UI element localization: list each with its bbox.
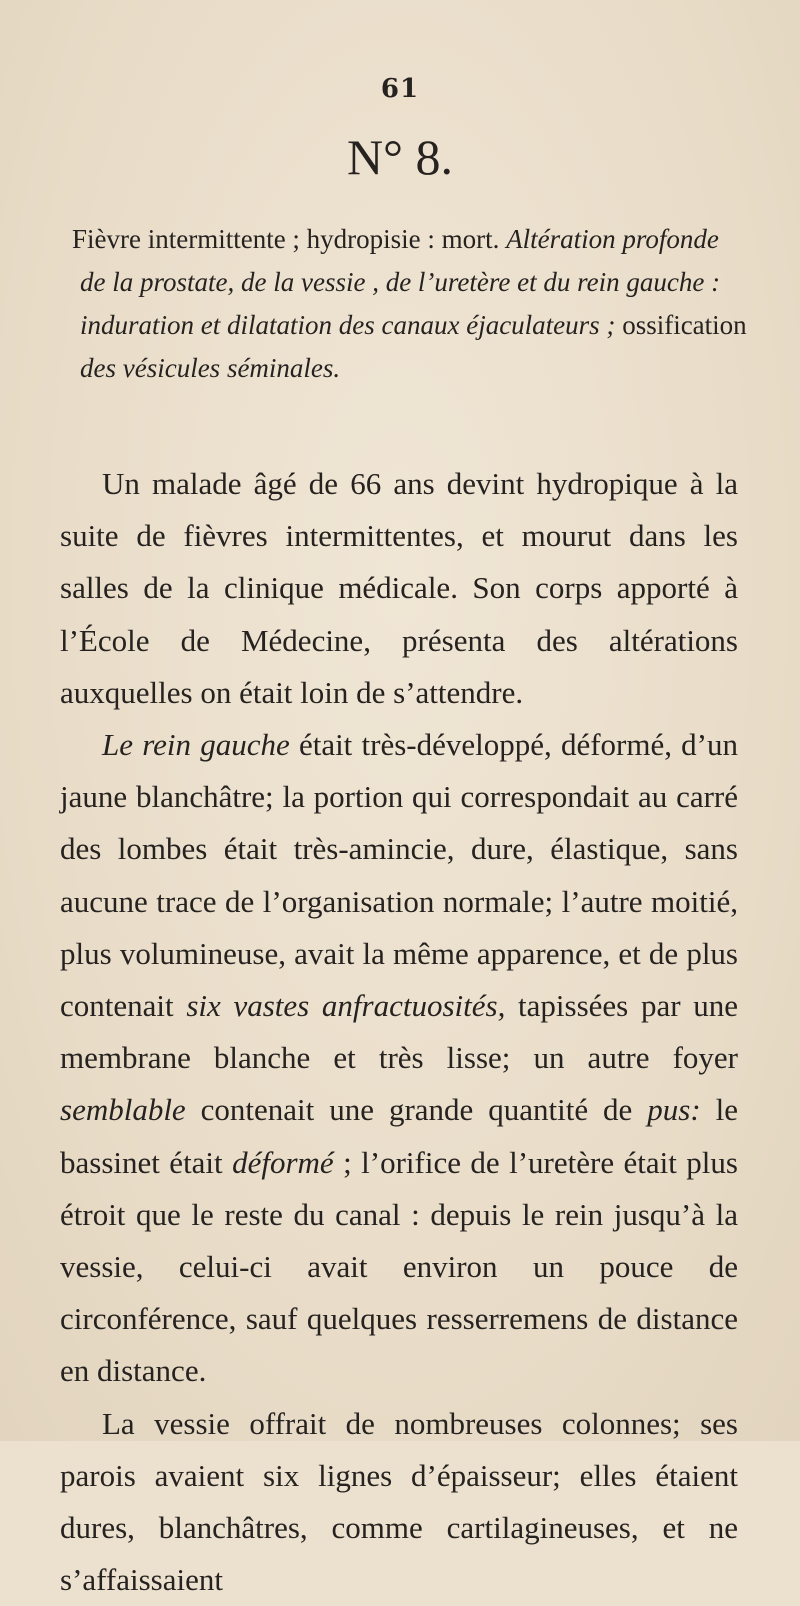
summary-italic: Altération profonde de la prostate, de la vessie , de l’uretère et du rein gauche : induration et dilatation des canaux éjaculateurs ;	[80, 224, 721, 340]
summary-italic-end: des vésicules séminales.	[80, 353, 341, 383]
p2-italic-deforme: déformé	[232, 1144, 334, 1180]
p2-italic-semblable: semblable	[60, 1092, 186, 1128]
p2-text-e: ; l’orifice de l’uretère était plus étroit que le reste du canal : depuis le rein jusqu’à la vessie, celui-ci avait environ un pouce de circonférence, sauf quelques resserremens de distance en distance.	[60, 1144, 738, 1389]
summary-lead: Fièvre intermittente ; hydropisie : mort.	[72, 224, 507, 254]
page-number: 61	[380, 74, 420, 104]
paragraph-2	[60, 719, 738, 1398]
paragraph-1: Un malade âgé de 66 ans devint hydropique à la suite de fièvres intermittentes, et mourut dans les salles de la clinique médicale. Son corps apporté à l’École de Médecine, présenta des altérations auxquelles on était loin de s’attendre.	[60, 466, 738, 710]
p2-text-c: contenait une grande quantité de	[185, 1092, 648, 1128]
case-summary	[66, 218, 750, 390]
p2-italic-six: six vastes anfractuosités,	[186, 988, 506, 1024]
paragraph-3: La vessie offrait de nombreuses colonnes; ses parois avaient six lignes d’épaisseur; elles étaient dures, blanchâtres, comme cartilagineuses, et ne s’affaissaient	[60, 1405, 738, 1598]
summary-tail: ossification	[615, 310, 747, 340]
p2-italic-start: Le rein gauche	[102, 727, 290, 763]
p2-text-a: était très-développé, déformé, d’un jaune blanchâtre; la portion qui correspondait au carré des lombes était très-amincie, dure, élastique, sans aucune trace de l’organisation normale; l’autre moitié, plus volumineuse, avait la même apparence, et de plus contenait	[60, 727, 738, 1024]
p2-text-b: tapissées par une membrane blanche et très lisse; un autre foyer	[60, 988, 738, 1076]
p2-text-d: le bassinet était	[60, 1092, 738, 1180]
body-text	[60, 458, 738, 1606]
p2-italic-pus: pus:	[647, 1092, 701, 1128]
case-heading: N° 8.	[346, 129, 454, 185]
